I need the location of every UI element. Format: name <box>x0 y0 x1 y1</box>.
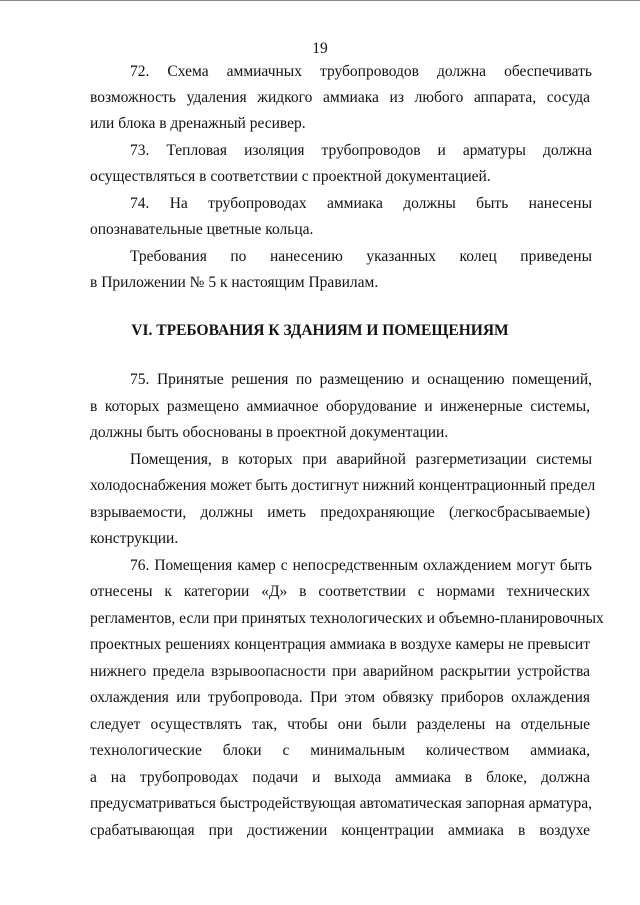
text-line: должны быть обоснованы в проектной документации. <box>90 424 449 441</box>
text-line: 76. Помещения камер с непосредственным охлаждением могут быть <box>130 557 592 574</box>
text-line: а на трубопроводах подачи и выхода аммиака в блоке, должна <box>90 769 590 786</box>
text-line: Помещения, в которых при аварийной разгерметизации системы <box>130 451 592 468</box>
text-line: осуществляться в соответствии с проектной документацией. <box>90 168 491 185</box>
text-line: срабатывающая при достижении концентрации аммиака в воздухе <box>90 822 590 839</box>
text-line: в Приложении № 5 к настоящим Правилам. <box>90 274 379 291</box>
text-line: 75. Принятые решения по размещению и оснащению помещений, <box>130 371 592 388</box>
page-number: 19 <box>312 40 328 57</box>
text-line: технологические блоки с минимальным количеством аммиака, <box>90 742 590 759</box>
text-line: предусматриваться быстродействующая автоматическая запорная арматура, <box>90 795 592 812</box>
text-line: 74. На трубопроводах аммиака должны быть нанесены <box>130 195 592 212</box>
text-line: отнесены к категории «Д» в соответствии с нормами технических <box>90 583 590 600</box>
text-line: в которых размещено аммиачное оборудование и инженерные системы, <box>90 398 590 415</box>
text-line: проектных решениях концентрация аммиака в воздухе камеры не превысит <box>90 636 590 653</box>
scan-edge-line <box>0 0 640 1</box>
text-line: нижнего предела взрывоопасности при аварийном раскрытии устройства <box>90 663 590 680</box>
text-line: возможность удаления жидкого аммиака из любого аппарата, сосуда <box>90 89 590 106</box>
text-line: взрываемости, должны иметь предохраняющие (легкосбрасываемые) <box>90 504 590 521</box>
text-line: следует осуществлять так, чтобы они были разделены на отдельные <box>90 716 590 733</box>
text-line: 72. Схема аммиачных трубопроводов должна обеспечивать <box>130 63 592 80</box>
text-line: охлаждения или трубопровода. При этом обвязку приборов охлаждения <box>90 689 590 706</box>
text-line: 73. Тепловая изоляция трубопроводов и арматуры должна <box>130 142 592 159</box>
text-line: Требования по нанесению указанных колец приведены <box>130 248 592 265</box>
text-line: холодоснабжения может быть достигнут нижний концентрационный предел <box>90 477 596 494</box>
text-line: конструкции. <box>90 530 179 547</box>
section-heading: VI. ТРЕБОВАНИЯ К ЗДАНИЯМ И ПОМЕЩЕНИЯМ <box>131 322 509 339</box>
text-line: опознавательные цветные кольца. <box>90 221 314 238</box>
text-line: регламентов, если при принятых технологических и объемно-планировочных <box>90 610 604 627</box>
text-line: или блока в дренажный ресивер. <box>90 115 306 132</box>
